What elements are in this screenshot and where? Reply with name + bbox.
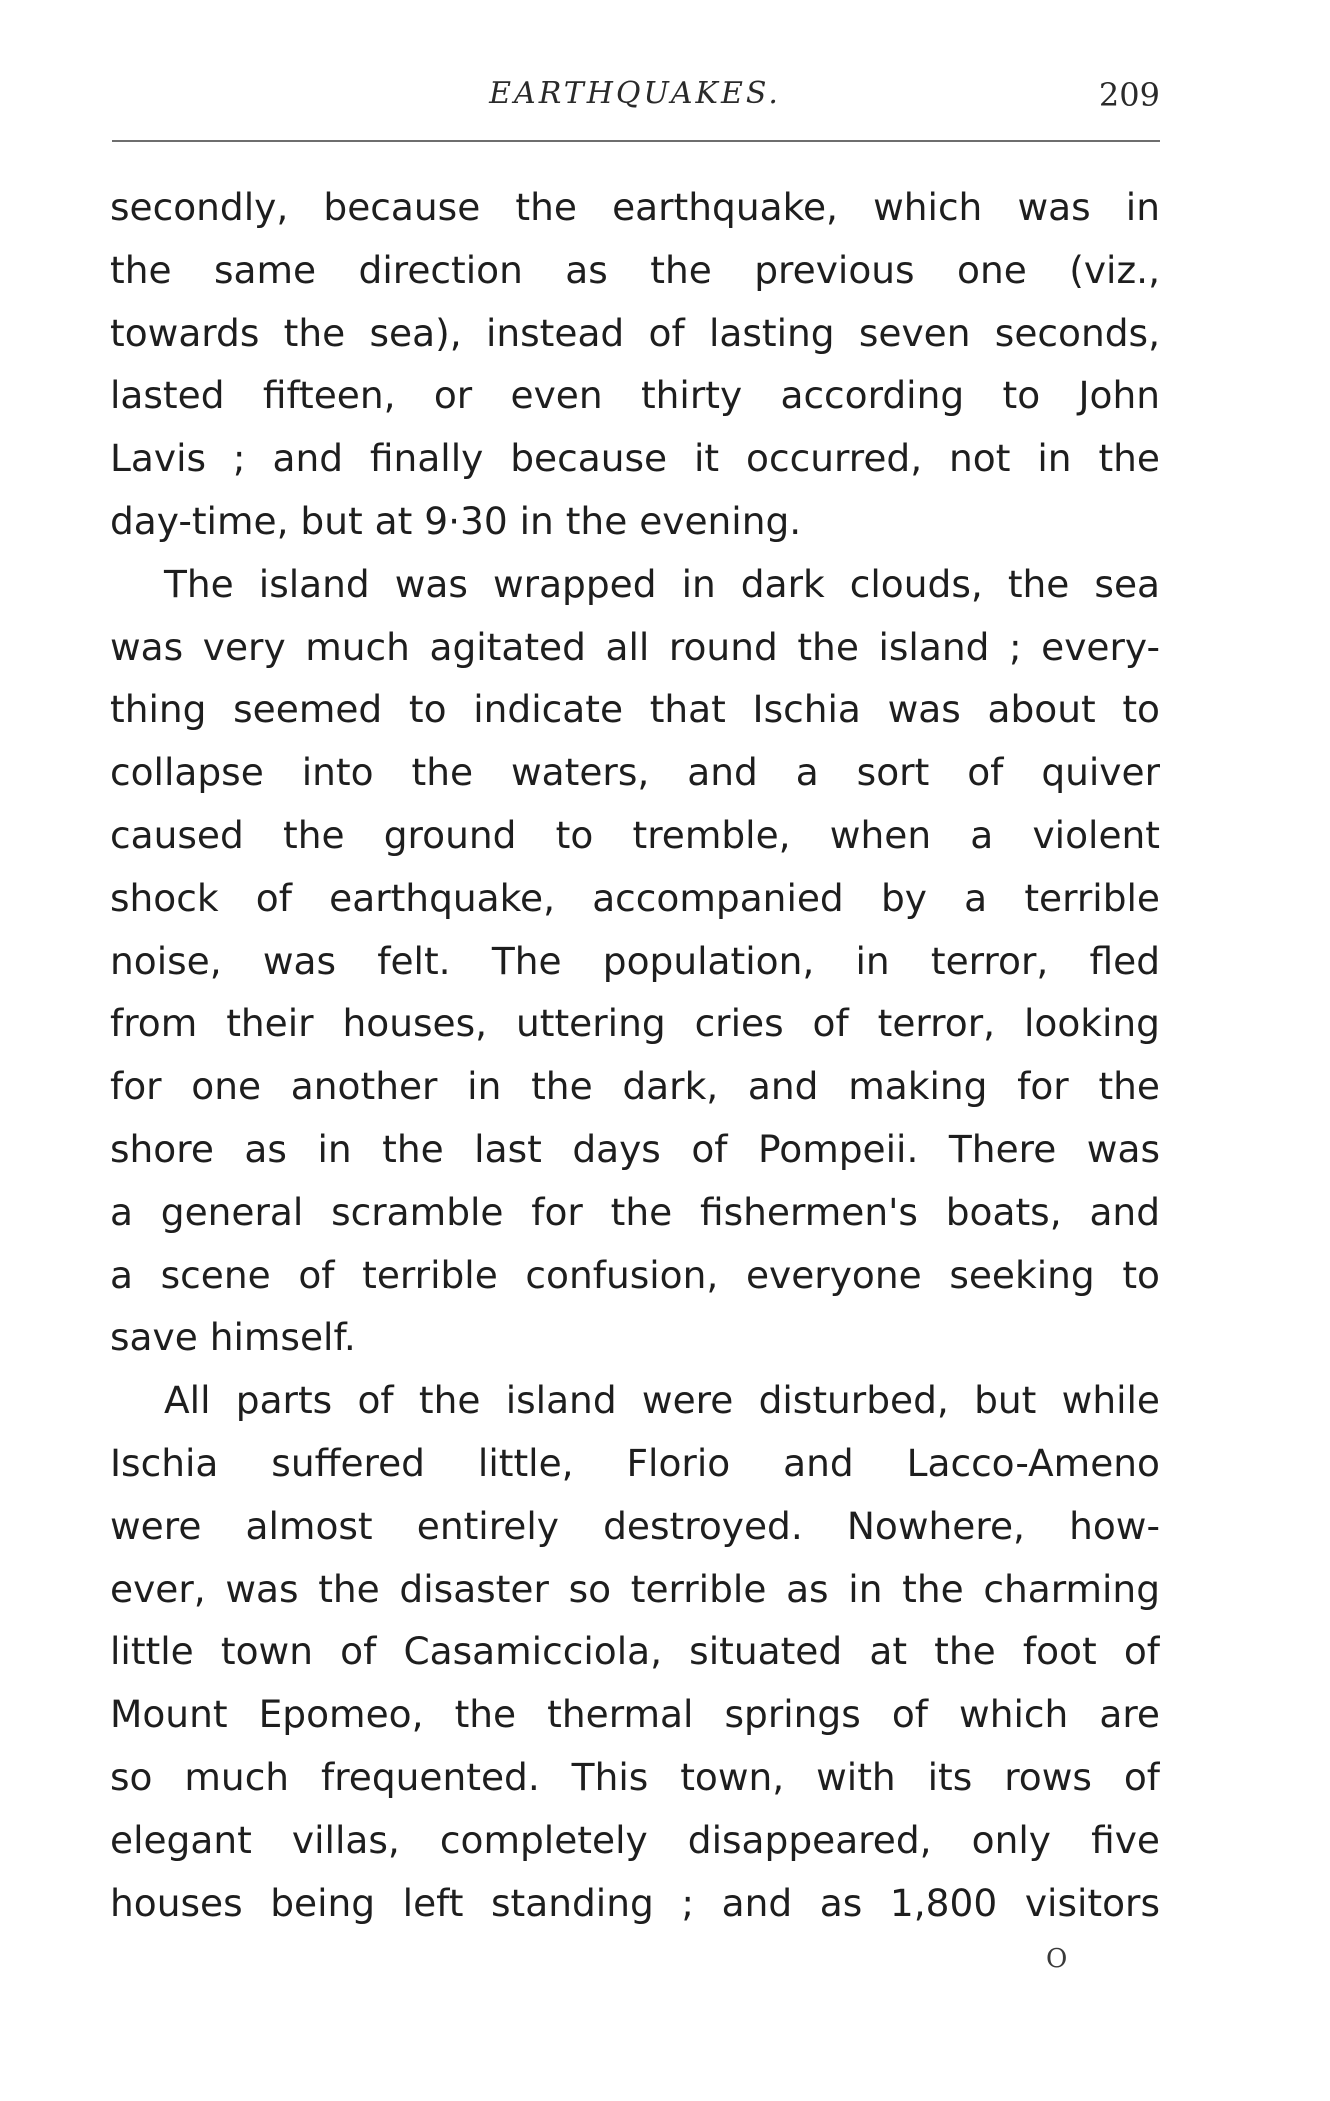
text-line: were almost entirely destroyed. Nowhere, how-	[110, 1503, 1160, 1548]
text-line: elegant villas, completely disappeared, only five	[110, 1817, 1160, 1862]
text-line: All parts of the island were disturbed, but while	[164, 1378, 1160, 1423]
text-line: shore as in the last days of Pompeii. There was	[110, 1126, 1160, 1171]
text-line: houses being left standing ; and as 1,800 visitors	[110, 1880, 1160, 1925]
signature-mark: O	[1046, 1944, 1068, 1974]
text-line: thing seemed to indicate that Ischia was about to	[110, 687, 1160, 732]
page-number: 209	[1098, 76, 1160, 114]
body-text	[110, 176, 1160, 1934]
header-rule	[112, 140, 1160, 142]
text-line: collapse into the waters, and a sort of quiver	[110, 750, 1160, 795]
paragraph	[110, 553, 1160, 1369]
running-head-title: EARTHQUAKES.	[489, 76, 781, 111]
text-line: a general scramble for the fishermen's boats, and	[110, 1189, 1160, 1234]
text-line: a scene of terrible confusion, everyone seeking to	[110, 1252, 1160, 1297]
text-line: day-time, but at 9·30 in the evening.	[110, 498, 802, 543]
text-line: towards the sea), instead of lasting seven seconds,	[110, 310, 1160, 355]
text-line: shock of earthquake, accompanied by a terrible	[110, 875, 1160, 920]
text-line: ever, was the disaster so terrible as in the charming	[110, 1566, 1160, 1611]
text-line: was very much agitated all round the island ; every-	[110, 624, 1160, 669]
text-line: save himself.	[110, 1315, 356, 1360]
text-line: Lavis ; and finally because it occurred, not in the	[110, 436, 1160, 481]
running-head	[110, 76, 1160, 126]
text-line: caused the ground to tremble, when a violent	[110, 812, 1160, 857]
text-line: little town of Casamicciola, situated at the foot of	[110, 1629, 1160, 1674]
text-line: the same direction as the previous one (viz.,	[110, 247, 1160, 292]
text-line: Mount Epomeo, the thermal springs of which are	[110, 1692, 1160, 1737]
text-line: lasted fifteen, or even thirty according to John	[110, 373, 1160, 418]
paragraph	[110, 176, 1160, 553]
text-line: from their houses, uttering cries of terror, looking	[110, 1001, 1160, 1046]
text-line: secondly, because the earthquake, which was in	[110, 185, 1160, 229]
text-line: The island was wrapped in dark clouds, the sea	[164, 561, 1160, 606]
text-line: so much frequented. This town, with its rows of	[110, 1754, 1160, 1799]
text-line: for one another in the dark, and making for the	[110, 1064, 1160, 1109]
paragraph	[110, 1369, 1160, 1934]
text-line: noise, was felt. The population, in terror, fled	[110, 938, 1160, 983]
text-line: Ischia suffered little, Florio and Lacco-Ameno	[110, 1440, 1160, 1485]
